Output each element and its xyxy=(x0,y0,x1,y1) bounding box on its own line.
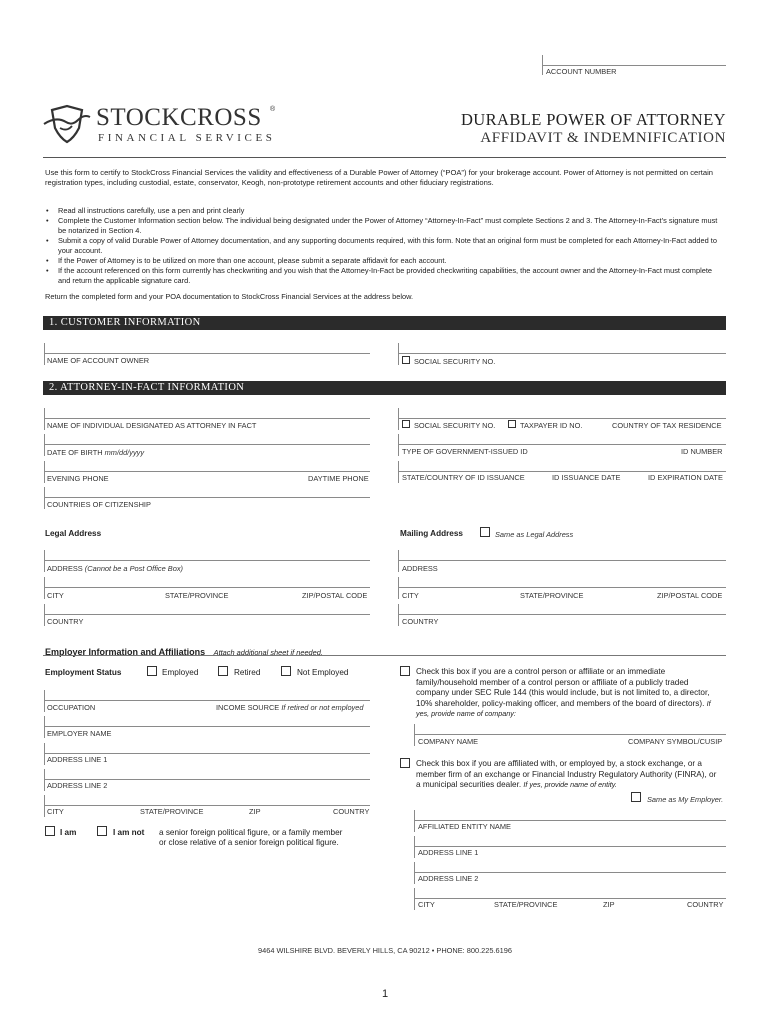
i-am-checkbox[interactable] xyxy=(45,826,55,836)
i-am-not-checkbox[interactable] xyxy=(97,826,107,836)
aif-taxid-checkbox[interactable] xyxy=(508,420,516,428)
aff-address1-field[interactable] xyxy=(414,846,726,847)
divider xyxy=(414,862,415,884)
legal-address-heading: Legal Address xyxy=(45,529,102,538)
divider xyxy=(44,769,45,791)
citizenship-label: COUNTRIES OF CITIZENSHIP xyxy=(47,500,151,509)
aff-address1-label: ADDRESS LINE 1 xyxy=(418,848,479,857)
evening-phone-label: EVENING PHONE xyxy=(47,474,109,483)
aff-city-field[interactable] xyxy=(414,898,726,899)
mailing-address-heading: Mailing Address xyxy=(400,529,463,538)
legal-state-label: STATE/PROVINCE xyxy=(165,591,229,600)
employer-address1-label: ADDRESS LINE 1 xyxy=(47,755,108,764)
employer-city-field[interactable] xyxy=(44,805,370,806)
retired-label: Retired xyxy=(234,668,261,677)
page-number: 1 xyxy=(381,988,389,1000)
employment-status-label: Employment Status xyxy=(45,668,122,677)
id-number-label: ID NUMBER xyxy=(681,447,723,456)
employer-state-label: STATE/PROVINCE xyxy=(140,807,204,816)
divider xyxy=(44,690,45,712)
legal-country-field[interactable] xyxy=(44,614,370,615)
gov-id-field[interactable] xyxy=(398,444,726,445)
document-subtitle: AFFIDAVIT & INDEMNIFICATION xyxy=(480,130,726,146)
return-note: Return the completed form and your POA documentation to StockCross Financial Services at the address below. xyxy=(45,292,414,301)
control-person-text: Check this box if you are a control person or affiliate or an immediate family/household member of a control person or affiliate of a publicly traded company under SEC Rule 144 (this would include, but is not limited to, a director, 10% shareholder, policy-making officer, and members of the board of directors). If yes, provide name of company: xyxy=(416,667,711,718)
bullet-dot: • xyxy=(46,256,49,265)
company-name-label: COMPANY NAME xyxy=(418,737,479,746)
section-2-title: 2. ATTORNEY-IN-FACT INFORMATION xyxy=(49,382,245,393)
bullet-dot: • xyxy=(46,266,49,275)
same-as-legal-label: Same as Legal Address xyxy=(495,530,574,539)
employer-zip-label: ZIP xyxy=(249,807,261,816)
section-2-header xyxy=(43,381,726,395)
employer-address1-field[interactable] xyxy=(44,753,370,754)
same-as-employer-label: Same as My Employer. xyxy=(647,795,724,804)
same-as-legal-checkbox[interactable] xyxy=(480,527,490,537)
company-symbol-label: COMPANY SYMBOL/CUSIP xyxy=(628,737,723,746)
affiliated-entity-label: AFFILIATED ENTITY NAME xyxy=(418,822,511,831)
mailing-country-label: COUNTRY xyxy=(402,617,439,626)
divider xyxy=(44,408,45,430)
footer-address: 9464 WILSHIRE BLVD. BEVERLY HILLS, CA 90212 • PHONE: 800.225.6196 xyxy=(257,946,512,955)
section-1-title: 1. CUSTOMER INFORMATION xyxy=(49,317,201,328)
aif-name-label: NAME OF INDIVIDUAL DESIGNATED AS ATTORNEY IN FACT xyxy=(47,421,257,430)
document-title: DURABLE POWER OF ATTORNEY xyxy=(460,110,726,129)
occupation-label: OCCUPATION xyxy=(47,703,96,712)
employer-address2-label: ADDRESS LINE 2 xyxy=(47,781,108,790)
finra-text: Check this box if you are affiliated with, or employed by, a stock exchange, or a member firm of an exchange or Financial Industry Regulatory Authority (FINRA), or a municipal securities dealer. If yes, provide name of entity. xyxy=(416,759,717,789)
divider xyxy=(398,343,399,365)
employer-name-label: EMPLOYER NAME xyxy=(47,729,112,738)
employer-country-label: COUNTRY xyxy=(333,807,370,816)
mailing-address-field[interactable] xyxy=(398,560,726,561)
aff-address2-field[interactable] xyxy=(414,872,726,873)
legal-city-label: CITY xyxy=(47,591,64,600)
finra-checkbox[interactable] xyxy=(400,758,410,768)
issuance-field[interactable] xyxy=(398,471,726,472)
aif-ssn-label: SOCIAL SECURITY NO. xyxy=(414,421,496,430)
expiration-date-label: ID EXPIRATION DATE xyxy=(648,473,723,482)
control-person-checkbox[interactable] xyxy=(400,666,410,676)
aif-ssn-checkbox[interactable] xyxy=(402,420,410,428)
divider xyxy=(44,487,45,509)
divider xyxy=(398,577,399,599)
employer-name-field[interactable] xyxy=(44,726,370,727)
divider xyxy=(44,343,45,365)
mailing-zip-label: ZIP/POSTAL CODE xyxy=(657,591,723,600)
income-source-label: INCOME SOURCE If retired or not employed xyxy=(216,703,364,712)
owner-ssn-field[interactable] xyxy=(398,353,726,354)
instruction-item: If the account referenced on this form currently has checkwriting and you wish that the Attorney-In-Fact be provided checkwriting capabilities, the account owner and the Attorney-In-Fact must complete and return the applicable signature card. xyxy=(58,266,712,285)
divider xyxy=(398,604,399,626)
aff-zip-label: ZIP xyxy=(603,900,615,909)
citizenship-field[interactable] xyxy=(44,497,370,498)
divider xyxy=(414,836,415,858)
aif-taxid-label: TAXPAYER ID NO. xyxy=(520,421,583,430)
aff-state-label: STATE/PROVINCE xyxy=(494,900,558,909)
issuance-date-label: ID ISSUANCE DATE xyxy=(552,473,621,482)
divider xyxy=(398,434,399,456)
brand-registered-mark: ® xyxy=(270,106,276,113)
bullet-dot: • xyxy=(46,216,49,225)
divider xyxy=(414,724,415,746)
gov-id-type-label: TYPE OF GOVERNMENT-ISSUED ID xyxy=(402,447,528,456)
bullet-dot: • xyxy=(46,206,49,215)
aif-ssn-field[interactable] xyxy=(398,418,726,419)
divider xyxy=(44,795,45,817)
section-1-header xyxy=(43,316,726,330)
owner-ssn-checkbox[interactable] xyxy=(402,356,410,364)
same-as-employer-checkbox[interactable] xyxy=(631,792,641,802)
occupation-field[interactable] xyxy=(44,700,370,701)
legal-country-label: COUNTRY xyxy=(47,617,84,626)
employer-heading-rule xyxy=(43,655,726,656)
instruction-item: Read all instructions carefully, use a pen and print clearly xyxy=(58,206,245,215)
legal-address-field[interactable] xyxy=(44,560,370,561)
divider xyxy=(44,604,45,626)
account-number-label: ACCOUNT NUMBER xyxy=(546,67,617,76)
aff-country-label: COUNTRY xyxy=(687,900,724,909)
intro-paragraph: Use this form to certify to StockCross Financial Services the validity and effectiveness of a Durable Power of Attorney (“POA”) for your brokerage account. Power of Attorney is not permitted on certain registration types, including custodial, estate, conservator, Keogh, non-prototype retirement accounts and other fiduciary registrations. xyxy=(45,168,713,187)
legal-city-field[interactable] xyxy=(44,587,370,588)
divider xyxy=(44,743,45,765)
account-number-line xyxy=(542,65,726,66)
aff-city-label: CITY xyxy=(418,900,435,909)
stockcross-logo xyxy=(42,104,282,148)
pep-text-line2: or close relative of a senior foreign political figure. xyxy=(159,838,339,847)
pep-text-line1: a senior foreign political figure, or a family member xyxy=(159,828,343,837)
divider xyxy=(398,550,399,572)
mailing-country-field[interactable] xyxy=(398,614,726,615)
brand-name: STOCKCROSS xyxy=(96,104,262,131)
retired-checkbox[interactable] xyxy=(218,666,228,676)
tax-residence-label: COUNTRY OF TAX RESIDENCE xyxy=(612,421,722,430)
i-am-label: I am xyxy=(60,828,77,837)
employed-label: Employed xyxy=(162,668,199,677)
aff-address2-label: ADDRESS LINE 2 xyxy=(418,874,479,883)
mailing-city-field[interactable] xyxy=(398,587,726,588)
dob-label: DATE OF BIRTH mm/dd/yyyy xyxy=(47,448,145,457)
instruction-item: Submit a copy of valid Durable Power of Attorney documentation, and any supporting documents required, with this form. Note that an original form must be completed for each Attorney-In-Fact added to your account. xyxy=(58,236,717,255)
dob-field[interactable] xyxy=(44,444,370,445)
divider xyxy=(44,461,45,483)
issuance-label: STATE/COUNTRY OF ID ISSUANCE xyxy=(402,473,525,482)
employer-address2-field[interactable] xyxy=(44,779,370,780)
legal-address-label: ADDRESS (Cannot be a Post Office Box) xyxy=(47,564,183,573)
divider xyxy=(398,408,399,430)
account-owner-name-label: NAME OF ACCOUNT OWNER xyxy=(47,356,150,365)
not-employed-checkbox[interactable] xyxy=(281,666,291,676)
mailing-city-label: CITY xyxy=(402,591,419,600)
divider xyxy=(44,577,45,599)
employer-heading: Employer Information and Affiliations Attach additional sheet if needed. xyxy=(45,647,323,657)
i-am-not-label: I am not xyxy=(113,828,145,837)
divider xyxy=(44,550,45,572)
phone-field[interactable] xyxy=(44,471,370,472)
mailing-address-label: ADDRESS xyxy=(402,564,438,573)
divider xyxy=(398,461,399,483)
daytime-phone-label: DAYTIME PHONE xyxy=(308,474,369,483)
divider xyxy=(44,434,45,456)
employed-checkbox[interactable] xyxy=(147,666,157,676)
company-name-field[interactable] xyxy=(414,734,726,735)
aif-name-field[interactable] xyxy=(44,418,370,419)
divider xyxy=(414,888,415,910)
shield-logo-icon xyxy=(42,104,92,144)
legal-zip-label: ZIP/POSTAL CODE xyxy=(302,591,368,600)
bullet-dot: • xyxy=(46,236,49,245)
employer-city-label: CITY xyxy=(47,807,64,816)
account-owner-name-field[interactable] xyxy=(44,353,370,354)
not-employed-label: Not Employed xyxy=(297,668,349,677)
divider xyxy=(44,716,45,738)
divider xyxy=(414,810,415,832)
owner-ssn-label: SOCIAL SECURITY NO. xyxy=(414,357,496,366)
mailing-state-label: STATE/PROVINCE xyxy=(520,591,584,600)
header-rule xyxy=(43,157,726,158)
instruction-item: Complete the Customer Information section below. The individual being designated under the Power of Attorney “Attorney-In-Fact” must complete Sections 2 and 3. The Attorney-In-Fact’s signature must be notarized in Section 4. xyxy=(58,216,718,235)
brand-subtitle: FINANCIAL SERVICES xyxy=(98,132,276,144)
affiliated-entity-field[interactable] xyxy=(414,820,726,821)
instruction-item: If the Power of Attorney is to be utilized on more than one account, please submit a separate affidavit for each account. xyxy=(58,256,447,265)
